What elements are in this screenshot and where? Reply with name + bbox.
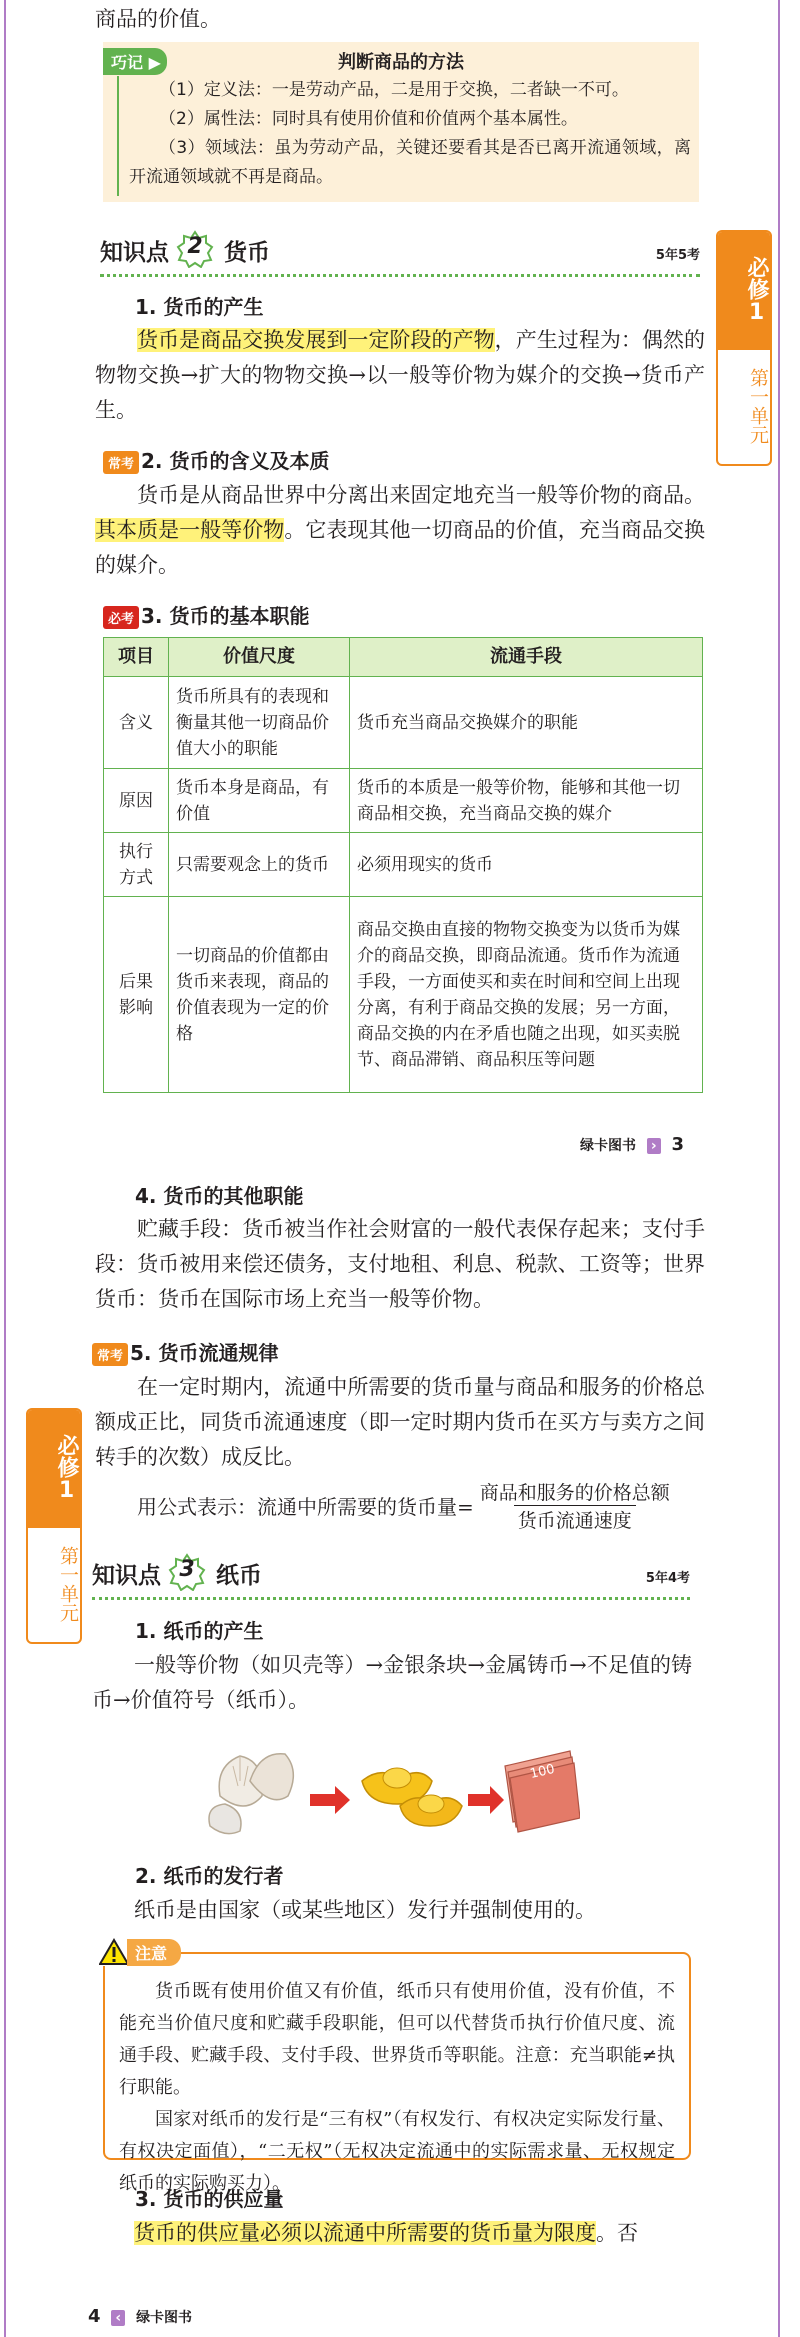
section-heading-2 (103, 445, 330, 474)
kp-frequency: 5年5考 (655, 248, 700, 263)
side-tab-bottom: 第一单元 (747, 368, 769, 444)
money-functions-table (103, 637, 703, 1093)
section-4-text: 贮藏手段：货币被当作社会财富的一般代表保存起来；支付手段：货币被用来偿还债务，支付地租、利息、税款、工资等；世界货币：货币在国际市场上充当一般等价物。 (95, 1217, 705, 1311)
kp-label: 知识点 (92, 1563, 161, 1589)
kp-label: 知识点 (100, 240, 169, 266)
kp-number: 3 (179, 1557, 195, 1582)
table-cell: 后果影响 (104, 897, 169, 1093)
formula-numerator: 商品和服务的价格总额 (479, 1482, 670, 1504)
paper-text-3-rest: 。否 (596, 2221, 638, 2245)
section-5-text: 在一定时期内，流通中所需要的货币量与商品和服务的价格总额成正比，同货币流通速度（即一定时期内货币在买方与卖方之间转手的次数）成反比。 (95, 1375, 705, 1469)
play-arrow-icon: ▶ (148, 53, 161, 72)
table-cell: 必须用现实的货币 (350, 833, 703, 897)
table-row (104, 897, 703, 1093)
section-1-rest: ，产生过程为：偶然的物物交换→扩大的物物交换→以一般等价物为媒介的交换→货币产生。 (95, 328, 706, 422)
table-cell: 执行方式 (104, 833, 169, 897)
banknote-stack-icon (505, 1751, 580, 1832)
table-row (104, 833, 703, 897)
frequent-badge: 常考 (92, 1343, 128, 1366)
table-row (104, 769, 703, 833)
chevron-left-icon: ‹ (111, 2310, 125, 2326)
table-header-row (104, 638, 703, 677)
side-tab-top: 必修1 (718, 232, 770, 350)
left-margin-line (4, 0, 6, 2337)
currency-evolution-illustration (200, 1726, 580, 1842)
knowledge-point-2-header (100, 230, 700, 277)
tip-vline (117, 76, 119, 196)
table-cell: 货币充当商品交换媒介的职能 (350, 677, 703, 769)
table-cell: 货币本身是商品，有价值 (169, 769, 350, 833)
footer-brand: 绿卡图书 (136, 2310, 193, 2326)
warning-icon (99, 1938, 129, 1966)
required-badge: 必考 (103, 606, 139, 629)
section-2-part1: 货币是从商品世界中分离出来固定地充当一般等价物的商品。 (137, 483, 705, 507)
tip-badge-label: 巧记 (111, 53, 144, 72)
kp-name: 纸币 (216, 1563, 262, 1589)
highlight: 货币的供应量必须以流通中所需要的货币量为限度 (134, 2221, 596, 2245)
section-2-text (95, 478, 705, 583)
paper-text-1: 一般等价物（如贝壳等）→金银条块→金属铸币→不足值的铸币→价值符号（纸币）。 (92, 1653, 692, 1712)
table-header: 流通手段 (350, 638, 703, 677)
paper-heading-2: 2. 纸币的发行者 (135, 1864, 284, 1888)
caution-badge: 注意 (127, 1939, 181, 1966)
paper-text-3 (92, 2216, 692, 2251)
page-footer-left (88, 2306, 192, 2327)
kp-number: 2 (187, 234, 203, 259)
side-tab-bottom: 第一单元 (57, 1546, 79, 1622)
footer-brand: 绿卡图书 (580, 1138, 636, 1154)
side-tab-unit-1[interactable] (26, 1408, 82, 1644)
section-heading-1: 1. 货币的产生 (135, 295, 264, 319)
bill-denomination: 100 (528, 1761, 557, 1783)
caution-paragraph-1: 货币既有使用价值又有价值，纸币只有使用价值，没有价值，不能充当价值尺度和贮藏手段职能，但可以代替货币执行价值尺度、流通手段、贮藏手段、支付手段、世界货币等职能。注意：充当职能≠执行职能。 (119, 1981, 675, 2098)
table-cell: 货币的本质是一般等价物，能够和其他一切商品相交换，充当商品交换的媒介 (350, 769, 703, 833)
tip-line-1: （1）定义法：一是劳动产品，二是用于交换，二者缺一不可。 (159, 80, 629, 100)
highlight: 其本质是一般等价物 (95, 518, 285, 542)
section-heading-4: 4. 货币的其他职能 (135, 1184, 304, 1208)
tip-line-2: （2）属性法：同时具有使用价值和价值两个基本属性。 (159, 109, 578, 129)
table-cell: 货币所具有的表现和衡量其他一切商品价值大小的职能 (169, 677, 350, 769)
table-cell: 含义 (104, 677, 169, 769)
formula-denominator: 货币流通速度 (514, 1505, 636, 1533)
table-cell: 原因 (104, 769, 169, 833)
tip-box (103, 42, 699, 202)
tip-line-3: （3）领域法：虽为劳动产品，关键还要看其是否已离开流通领域，离开流通领域就不再是商品。 (129, 138, 691, 187)
frequent-badge: 常考 (103, 451, 139, 474)
table-cell: 只需要观念上的货币 (169, 833, 350, 897)
table-header: 项目 (104, 638, 169, 677)
knowledge-point-3-header (92, 1553, 690, 1600)
kp-name: 货币 (224, 240, 270, 266)
formula (137, 1478, 674, 1533)
section-2-part2: 。它表现其他一切商品的价值，充当商品交换的媒介。 (95, 518, 706, 577)
right-margin-line (778, 0, 780, 2337)
arrow-right-icon (310, 1786, 350, 1814)
carryover-text: 商品的价值。 (95, 7, 221, 31)
formula-prefix: 用公式表示：流通中所需要的货币量= (137, 1495, 474, 1519)
caution-paragraph-2: 国家对纸币的发行是“三有权”（有权发行、有权决定实际发行量、有权决定面值），“二无权”（无权决定流通中的实际需求量、无权规定纸币的实际购买力）。 (119, 2109, 675, 2194)
paper-heading-1: 1. 纸币的产生 (135, 1619, 264, 1643)
section-3-title: 3. 货币的基本职能 (141, 604, 310, 628)
caution-header (99, 1938, 181, 1966)
shell-icon (209, 1754, 293, 1834)
section-2-title: 2. 货币的含义及本质 (141, 449, 330, 473)
section-heading-3 (103, 600, 310, 629)
page-number: 4 (88, 2306, 101, 2327)
paper-heading-3: 3. 货币的供应量 (135, 2187, 284, 2211)
page-number: 3 (671, 1134, 685, 1155)
section-5-title: 5. 货币流通规律 (130, 1341, 279, 1365)
gold-ingot-icon (362, 1768, 462, 1826)
chevron-right-icon: › (647, 1138, 661, 1154)
side-tab-top: 必修1 (28, 1410, 80, 1528)
highlight: 货币是商品交换发展到一定阶段的产物 (137, 328, 495, 352)
table-row (104, 677, 703, 769)
page-footer-right (580, 1134, 684, 1155)
tip-title: 判断商品的方法 (338, 52, 464, 73)
section-heading-5 (92, 1337, 279, 1366)
kp-frequency: 5年4考 (645, 1571, 690, 1586)
side-tab-unit-1[interactable] (716, 230, 772, 466)
table-header: 价值尺度 (169, 638, 350, 677)
table-cell: 商品交换由直接的物物交换变为以货币为媒介的商品交换，即商品流通。货币作为流通手段，一方面使买和卖在时间和空间上出现分离，有利于商品交换的发展；另一方面，商品交换的内在矛盾也随之出现，如买卖脱节、商品滞销、商品积压等问题 (350, 897, 703, 1093)
arrow-right-icon (468, 1786, 504, 1814)
formula-fraction (476, 1478, 674, 1533)
table-cell: 一切商品的价值都由货币来表现，商品的价值表现为一定的价格 (169, 897, 350, 1093)
caution-box (103, 1943, 691, 2194)
section-1-text (95, 323, 705, 428)
paper-text-2: 纸币是由国家（或某些地区）发行并强制使用的。 (134, 1898, 596, 1922)
